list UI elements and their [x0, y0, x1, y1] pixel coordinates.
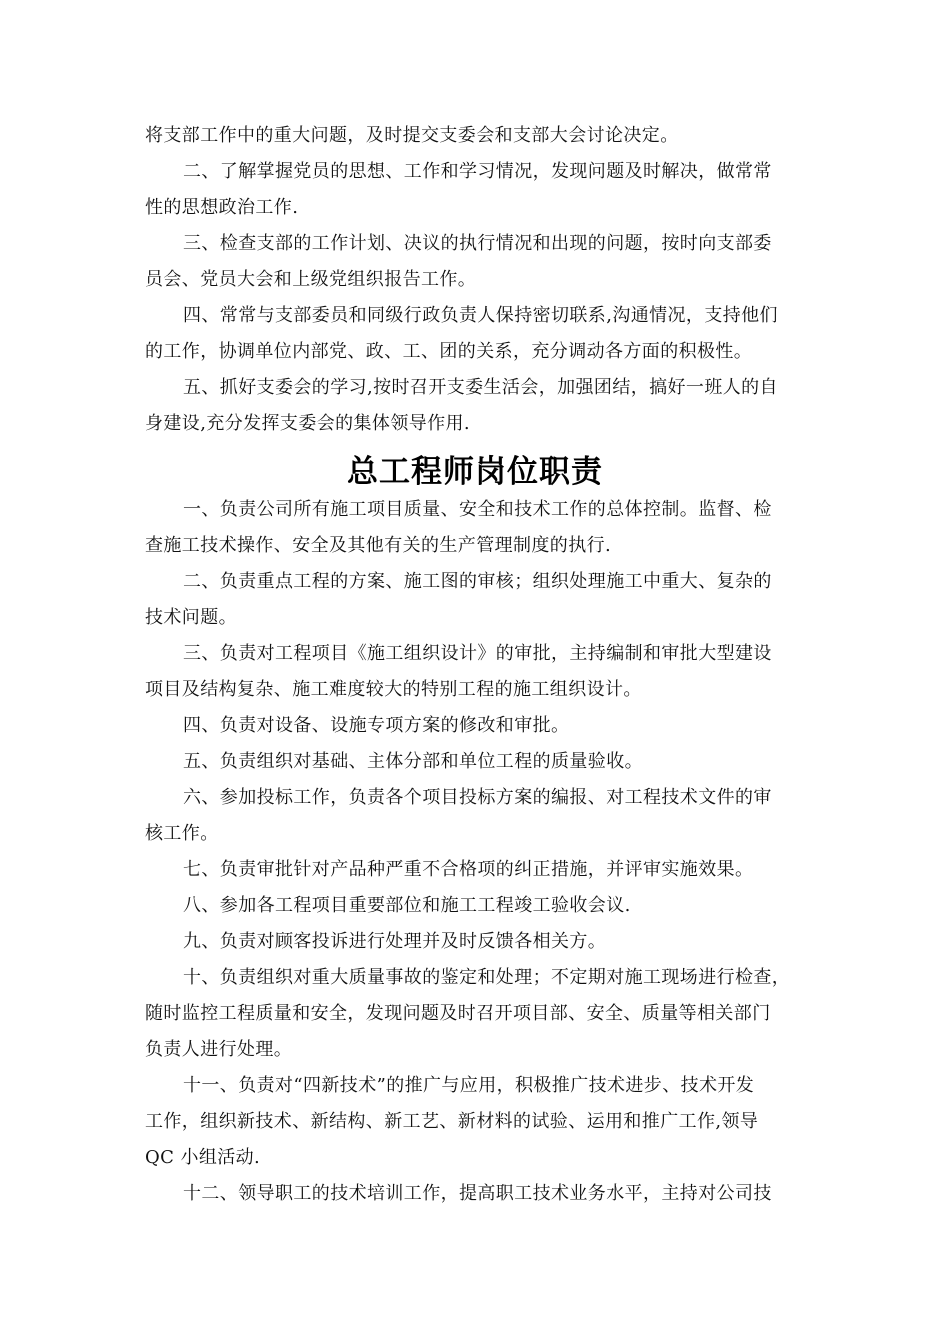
paragraph-line: 核工作。	[145, 823, 219, 844]
paragraph-line: 十二、领导职工的技术培训工作，提高职工技术业务水平，主持对公司技	[183, 1183, 772, 1204]
paragraph-line: 项目及结构复杂、施工难度较大的特别工程的施工组织设计。	[145, 679, 642, 700]
paragraph-line: 五、负责组织对基础、主体分部和单位工程的质量验收。	[183, 751, 643, 772]
paragraph-line: 二、了解掌握党员的思想、工作和学习情况，发现问题及时解决，做常常	[183, 161, 772, 182]
paragraph-line: 一、负责公司所有施工项目质量、安全和技术工作的总体控制。监督、检	[183, 499, 772, 520]
chief-engineer-duties	[145, 492, 810, 1212]
section-title: 总工程师岗位职责	[347, 454, 603, 490]
paragraph-line: 工作，组织新技术、新结构、新工艺、新材料的试验、运用和推广工作,领导	[145, 1111, 759, 1132]
paragraph-line: QC 小组活动.	[145, 1147, 261, 1168]
paragraph-line: 四、负责对设备、设施专项方案的修改和审批。	[183, 715, 570, 736]
party-secretary-duties-continued	[145, 118, 810, 442]
paragraph-line: 查施工技术操作、安全及其他有关的生产管理制度的执行.	[145, 535, 612, 556]
paragraph-line: 技术问题。	[145, 607, 237, 628]
paragraph-line: 十、负责组织对重大质量事故的鉴定和处理；不定期对施工现场进行检查，	[183, 967, 791, 988]
paragraph-line: 随时监控工程质量和安全，发现问题及时召开项目部、安全、质量等相关部门	[145, 1003, 771, 1024]
paragraph-line: 二、负责重点工程的方案、施工图的审核；组织处理施工中重大、复杂的	[183, 571, 772, 592]
paragraph-line: 九、负责对顾客投诉进行处理并及时反馈各相关方。	[183, 931, 607, 952]
paragraph-line: 四、常常与支部委员和同级行政负责人保持密切联系,沟通情况，支持他们	[183, 305, 778, 326]
paragraph-line: 八、参加各工程项目重要部位和施工工程竣工验收会议.	[183, 895, 631, 916]
paragraph-line: 员会、党员大会和上级党组织报告工作。	[145, 269, 477, 290]
paragraph-line: 负责人进行处理。	[145, 1039, 293, 1060]
paragraph-line: 身建设,充分发挥支委会的集体领导作用.	[145, 413, 471, 434]
paragraph-line: 六、参加投标工作，负责各个项目投标方案的编报、对工程技术文件的审	[183, 787, 772, 808]
paragraph-line: 七、负责审批针对产品种严重不合格项的纠正措施，并评审实施效果。	[183, 859, 754, 880]
paragraph-line: 性的思想政治工作.	[145, 197, 299, 218]
paragraph-line: 将支部工作中的重大问题，及时提交支委会和支部大会讨论决定。	[145, 125, 679, 146]
paragraph-line: 五、抓好支委会的学习,按时召开支委生活会，加强团结，搞好一班人的自	[183, 377, 778, 398]
paragraph-line: 三、负责对工程项目《施工组织设计》的审批，主持编制和审批大型建设	[183, 643, 772, 664]
paragraph-line: 的工作，协调单位内部党、政、工、团的关系，充分调动各方面的积极性。	[145, 341, 753, 362]
paragraph-line: 三、检查支部的工作计划、决议的执行情况和出现的问题，按时向支部委	[183, 233, 772, 254]
paragraph-line: 十一、负责对“四新技术”的推广与应用，积极推广技术进步、技术开发	[183, 1075, 755, 1096]
